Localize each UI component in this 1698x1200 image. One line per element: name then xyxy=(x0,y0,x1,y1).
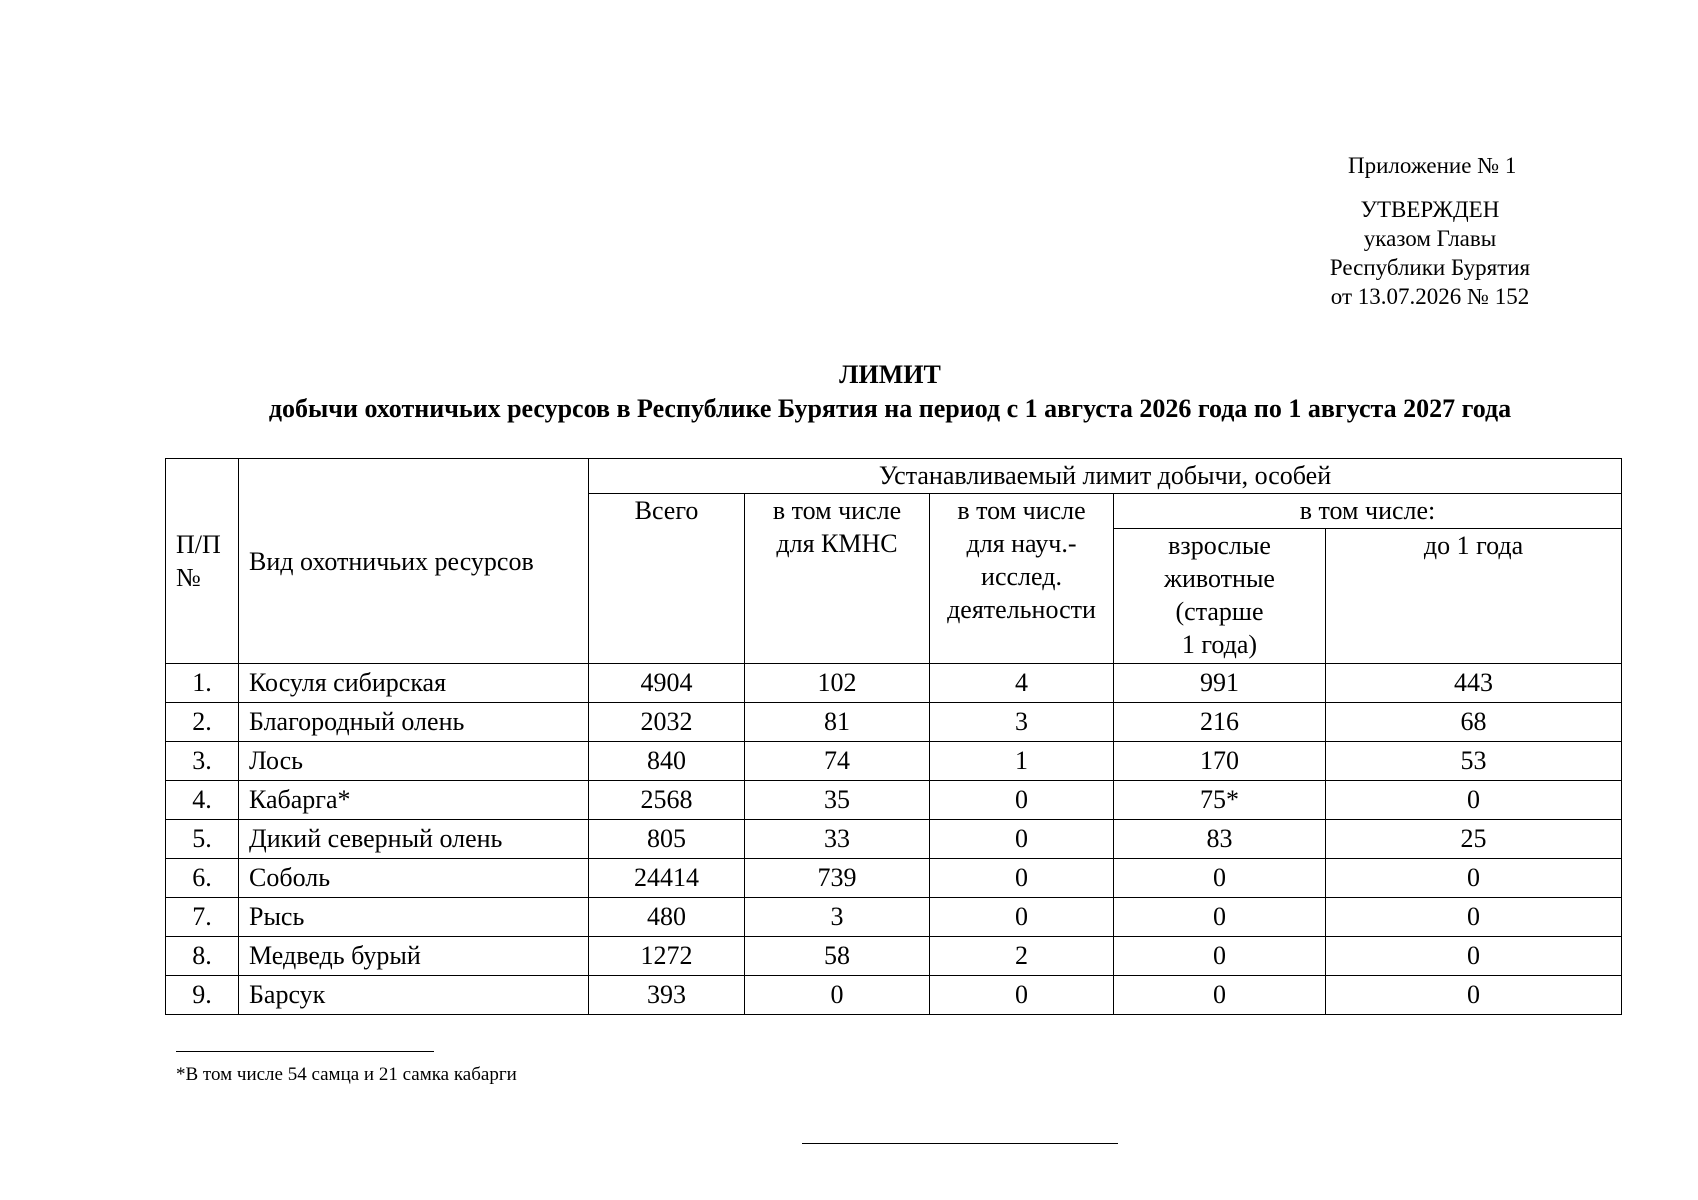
cell-total: 24414 xyxy=(589,859,745,898)
cell-adults: 0 xyxy=(1114,937,1326,976)
end-of-document-line xyxy=(802,1143,1118,1144)
document-title: ЛИМИТ xyxy=(839,360,941,389)
approval-stamp xyxy=(1300,195,1560,311)
header-row-number xyxy=(166,459,239,664)
cell-science: 3 xyxy=(930,703,1114,742)
cell-young: 68 xyxy=(1326,703,1622,742)
cell-kmns: 3 xyxy=(745,898,930,937)
header-limit-group: Устанавливаемый лимит добычи, особей xyxy=(589,459,1622,494)
cell-number: 2. xyxy=(166,703,239,742)
cell-kmns: 739 xyxy=(745,859,930,898)
cell-resource-name: Рысь xyxy=(239,898,589,937)
table-row xyxy=(166,781,1622,820)
header-kmns xyxy=(745,494,930,664)
cell-total: 840 xyxy=(589,742,745,781)
cell-adults: 0 xyxy=(1114,859,1326,898)
cell-total: 805 xyxy=(589,820,745,859)
cell-young: 0 xyxy=(1326,898,1622,937)
table-row xyxy=(166,742,1622,781)
cell-kmns: 102 xyxy=(745,664,930,703)
cell-science: 0 xyxy=(930,898,1114,937)
cell-science: 0 xyxy=(930,976,1114,1015)
cell-adults: 170 xyxy=(1114,742,1326,781)
approval-line-republic: Республики Бурятия xyxy=(1329,255,1531,280)
cell-total: 2032 xyxy=(589,703,745,742)
approval-line-decree: указом Главы xyxy=(1363,226,1497,251)
header-total: Всего xyxy=(589,494,745,664)
cell-resource-name: Кабарга* xyxy=(239,781,589,820)
cell-resource-name: Лось xyxy=(239,742,589,781)
table-row xyxy=(166,820,1622,859)
cell-resource-name: Благородный олень xyxy=(239,703,589,742)
cell-resource-name: Медведь бурый xyxy=(239,937,589,976)
cell-science: 0 xyxy=(930,820,1114,859)
header-science-line2: для науч.- xyxy=(966,529,1077,558)
cell-young: 0 xyxy=(1326,781,1622,820)
cell-young: 0 xyxy=(1326,859,1622,898)
cell-adults: 0 xyxy=(1114,898,1326,937)
cell-number: 3. xyxy=(166,742,239,781)
header-row-number-line2: № xyxy=(176,563,201,592)
cell-kmns: 0 xyxy=(745,976,930,1015)
cell-resource-name: Косуля сибирская xyxy=(239,664,589,703)
cell-number: 4. xyxy=(166,781,239,820)
table-row xyxy=(166,703,1622,742)
cell-adults: 83 xyxy=(1114,820,1326,859)
cell-total: 480 xyxy=(589,898,745,937)
footnote-separator xyxy=(176,1051,434,1052)
header-kmns-line1: в том числе xyxy=(772,496,902,525)
cell-science: 0 xyxy=(930,781,1114,820)
header-science-line4: деятельности xyxy=(947,595,1096,624)
header-adults-line3: (старше xyxy=(1175,597,1264,626)
cell-kmns: 33 xyxy=(745,820,930,859)
cell-kmns: 81 xyxy=(745,703,930,742)
header-adults-line4: 1 года) xyxy=(1181,630,1258,659)
cell-adults: 216 xyxy=(1114,703,1326,742)
document-subtitle: добычи охотничьих ресурсов в Республике Бурятия на период с 1 августа 2026 года по 1 августа 2027 года xyxy=(268,394,1512,423)
cell-science: 1 xyxy=(930,742,1114,781)
cell-science: 0 xyxy=(930,859,1114,898)
hunting-limits-table xyxy=(165,458,1622,1015)
cell-science: 4 xyxy=(930,664,1114,703)
header-kmns-line2: для КМНС xyxy=(776,529,898,558)
cell-number: 7. xyxy=(166,898,239,937)
cell-resource-name: Соболь xyxy=(239,859,589,898)
approval-line-approved: УТВЕРЖДЕН xyxy=(1360,197,1500,222)
cell-number: 1. xyxy=(166,664,239,703)
cell-adults: 75* xyxy=(1114,781,1326,820)
cell-total: 4904 xyxy=(589,664,745,703)
cell-young: 0 xyxy=(1326,937,1622,976)
header-including-group: в том числе: xyxy=(1114,494,1622,529)
cell-kmns: 58 xyxy=(745,937,930,976)
attachment-label: Приложение № 1 xyxy=(1348,153,1517,178)
cell-adults: 0 xyxy=(1114,976,1326,1015)
cell-kmns: 74 xyxy=(745,742,930,781)
table-row xyxy=(166,859,1622,898)
cell-number: 6. xyxy=(166,859,239,898)
cell-number: 9. xyxy=(166,976,239,1015)
table-row xyxy=(166,937,1622,976)
approval-line-date: от 13.07.2026 № 152 xyxy=(1330,284,1530,309)
header-science-line1: в том числе xyxy=(957,496,1086,525)
cell-resource-name: Дикий северный олень xyxy=(239,820,589,859)
cell-total: 393 xyxy=(589,976,745,1015)
cell-young: 443 xyxy=(1326,664,1622,703)
cell-young: 0 xyxy=(1326,976,1622,1015)
cell-number: 8. xyxy=(166,937,239,976)
header-young: до 1 года xyxy=(1326,529,1622,664)
header-science xyxy=(930,494,1114,664)
table-row xyxy=(166,976,1622,1015)
cell-total: 2568 xyxy=(589,781,745,820)
cell-young: 25 xyxy=(1326,820,1622,859)
cell-resource-name: Барсук xyxy=(239,976,589,1015)
header-resource-type: Вид охотничьих ресурсов xyxy=(239,459,589,664)
cell-kmns: 35 xyxy=(745,781,930,820)
cell-science: 2 xyxy=(930,937,1114,976)
cell-young: 53 xyxy=(1326,742,1622,781)
header-adults xyxy=(1114,529,1326,664)
document-title-block xyxy=(150,358,1630,426)
footnote-text: *В том числе 54 самца и 21 самка кабарги xyxy=(176,1064,517,1085)
table-row xyxy=(166,898,1622,937)
header-adults-line1: взрослые xyxy=(1168,531,1271,560)
header-adults-line2: животные xyxy=(1164,564,1275,593)
header-science-line3: исслед. xyxy=(981,562,1062,591)
header-row-number-line1: П/П xyxy=(176,530,221,559)
cell-number: 5. xyxy=(166,820,239,859)
table-row xyxy=(166,664,1622,703)
cell-total: 1272 xyxy=(589,937,745,976)
cell-adults: 991 xyxy=(1114,664,1326,703)
